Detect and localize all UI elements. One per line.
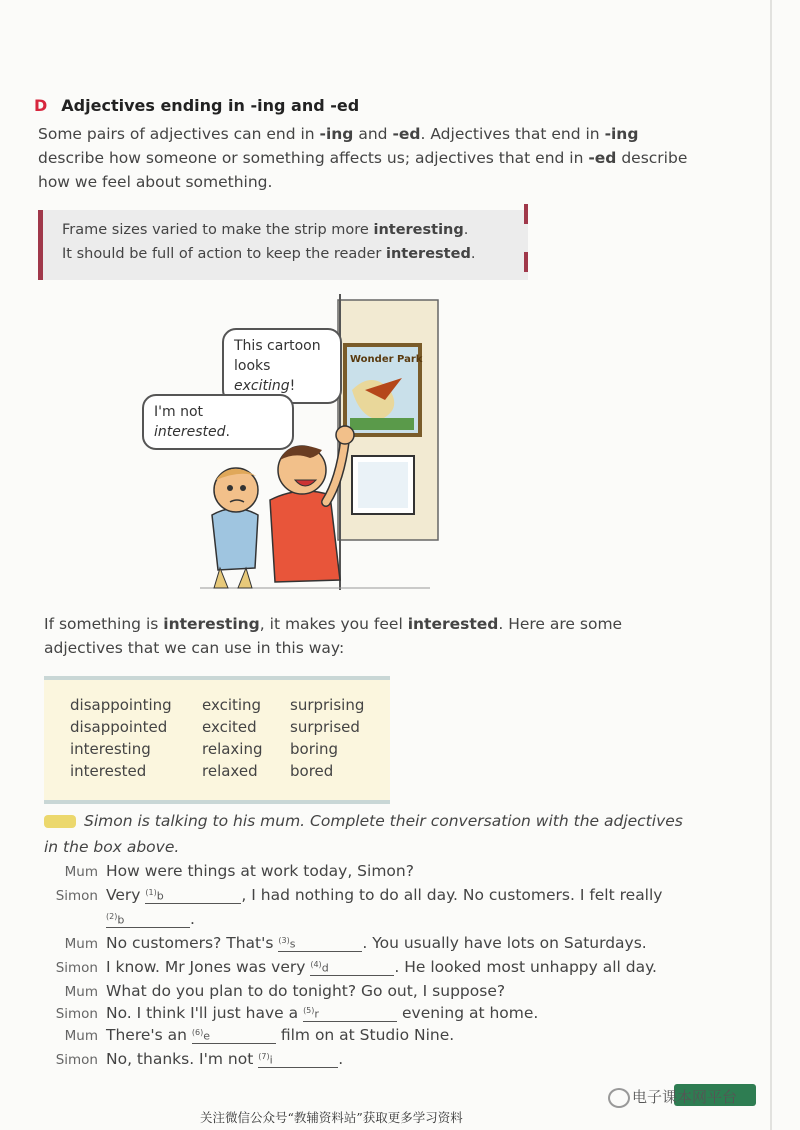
blank-first-letter: r — [314, 1008, 319, 1021]
dialogue-line — [44, 1050, 343, 1068]
footer-note: 关注微信公众号“教辅资料站”获取更多学习资料 — [200, 1110, 463, 1125]
dialogue-text-end: . — [190, 910, 195, 928]
dialogue-text-end: . You usually have lots on Saturdays. — [362, 934, 647, 952]
intro-text: describe how someone or something affects us; adjectives that end in — [38, 149, 589, 167]
bubble-1-end: ! — [289, 378, 296, 394]
dialogue-text-end: , I had nothing to do all day. No customers. I felt really — [241, 886, 663, 904]
adjective-item: bored — [290, 762, 334, 780]
adjective-item: relaxed — [202, 762, 258, 780]
explanation-text-3: . Here are some adjectives that we can use in this way: — [44, 615, 623, 657]
example-line-2-text: It should be full of action to keep the reader — [62, 246, 386, 262]
dialogue-speaker: Simon — [55, 960, 98, 976]
dialogue-speaker: Simon — [55, 888, 98, 904]
example-line-2-end: . — [470, 246, 476, 262]
blank-first-letter: s — [289, 938, 296, 951]
adjective-box — [44, 676, 390, 804]
intro-bold: -ing — [319, 125, 354, 143]
adjective-item: excited — [202, 718, 257, 736]
explanation-bold-2: interested — [407, 615, 499, 633]
blank-first-letter: d — [321, 962, 329, 975]
answer-blank[interactable] — [310, 960, 394, 976]
example-tick-bottom — [524, 252, 528, 272]
bubble-2-italic: interested — [154, 424, 226, 440]
adjective-column-2 — [202, 694, 263, 782]
dialogue-text: How were things at work today, Simon? — [106, 862, 414, 880]
adjective-item: disappointing — [70, 696, 172, 714]
blank-first-letter: b — [156, 890, 164, 903]
explanation-bold-1: interesting — [163, 615, 260, 633]
blank-number: (2) — [106, 912, 118, 922]
dialogue-speaker: Mum — [64, 1028, 98, 1044]
adjective-item: surprised — [290, 718, 360, 736]
answer-blank[interactable] — [192, 1028, 276, 1044]
example-line-1 — [62, 222, 468, 238]
dialogue-text: I know. Mr Jones was very — [106, 958, 311, 976]
adjective-column-3 — [290, 694, 364, 782]
intro-bold: -ing — [604, 125, 639, 143]
blank-first-letter: e — [203, 1030, 211, 1043]
example-accent-bar — [38, 210, 43, 280]
speech-bubble-interested — [142, 394, 294, 450]
blank-number: (7) — [258, 1052, 270, 1062]
dialogue-text-end: . He looked most unhappy all day. — [394, 958, 657, 976]
tall-person-hand — [336, 426, 354, 444]
adjective-item: interested — [70, 762, 147, 780]
cartoon-illustration — [140, 290, 440, 600]
watermark — [608, 1084, 778, 1108]
short-person-shirt — [212, 509, 258, 571]
intro-text: and — [353, 125, 393, 143]
bubble-2-end: . — [225, 424, 230, 440]
dialogue-text: There's an — [106, 1026, 192, 1044]
exercise-marker — [44, 815, 76, 828]
dialogue-text-end: evening at home. — [397, 1004, 539, 1022]
answer-blank[interactable] — [258, 1052, 338, 1068]
explanation-text-2: , it makes you feel — [259, 615, 408, 633]
blank-number: (3) — [278, 936, 290, 946]
poster-label: Wonder Park — [350, 354, 423, 365]
dialogue-text: No, thanks. I'm not — [106, 1050, 259, 1068]
dialogue-speaker: Mum — [64, 936, 98, 952]
exercise-instruction — [44, 808, 694, 860]
example-line-2-bold: interested — [386, 246, 471, 262]
bubble-1-line-1: This cartoon — [234, 338, 321, 354]
dialogue-line — [44, 982, 505, 1000]
dialogue-text: No. I think I'll just have a — [106, 1004, 304, 1022]
adjective-item: disappointed — [70, 718, 168, 736]
dialogue-speaker: Simon — [55, 1006, 98, 1022]
blank-number: (5) — [303, 1006, 315, 1016]
watermark-text: 电子课本网平台 — [632, 1088, 738, 1106]
intro-bold: -ed — [392, 125, 421, 143]
short-person-eye-r — [240, 485, 246, 491]
dialogue-text-end: film on at Studio Nine. — [275, 1026, 455, 1044]
dialogue-text-end: . — [338, 1050, 344, 1068]
example-box — [38, 210, 528, 280]
blank-first-letter: i — [269, 1054, 273, 1067]
intro-text: Some pairs of adjectives can end in — [38, 125, 320, 143]
adjective-item: boring — [290, 740, 339, 758]
blank-number: (1) — [145, 888, 157, 898]
section-letter: D — [34, 96, 48, 115]
answer-blank[interactable] — [303, 1006, 397, 1022]
bubble-2-text: I'm not — [154, 404, 203, 420]
explanation-paragraph — [44, 612, 684, 660]
dialogue-text: What do you plan to do tonight? Go out, I suppose? — [106, 982, 506, 1000]
section-heading — [34, 96, 359, 115]
bubble-1-line-2: looks — [234, 358, 271, 374]
dialogue-line — [44, 1004, 538, 1022]
answer-blank[interactable] — [106, 912, 190, 928]
answer-blank[interactable] — [278, 936, 362, 952]
intro-paragraph — [38, 122, 698, 194]
intro-text: describe how we feel about something. — [38, 149, 688, 191]
short-person-legs — [214, 568, 252, 588]
dialogue-text: No customers? That's — [106, 934, 279, 952]
example-line-2 — [62, 246, 475, 262]
dialogue-line — [106, 910, 195, 928]
blank-number: (6) — [191, 1028, 204, 1038]
bubble-1-italic: exciting — [234, 378, 290, 394]
intro-bold: -ed — [588, 149, 617, 167]
adjective-item: relaxing — [202, 740, 263, 758]
example-tick-top — [524, 204, 528, 224]
dialogue-speaker: Simon — [55, 1052, 98, 1068]
blank-first-letter: b — [117, 914, 125, 927]
short-person-eye-l — [227, 485, 233, 491]
example-line-1-end: . — [463, 222, 469, 238]
blank-number: (4) — [310, 960, 322, 970]
dialogue-speaker: Mum — [64, 864, 98, 880]
page-edge — [770, 0, 772, 1130]
wechat-icon — [608, 1088, 630, 1108]
example-line-1-bold: interesting — [373, 222, 464, 238]
dialogue-line — [44, 958, 657, 976]
dialogue-line — [44, 934, 647, 952]
explanation-text-1: If something is — [44, 615, 164, 633]
poster-grass — [350, 418, 414, 430]
adjective-item: exciting — [202, 696, 262, 714]
dialogue-text: Very — [106, 886, 146, 904]
intro-text: . Adjectives that end in — [420, 125, 605, 143]
speech-bubble-exciting — [222, 328, 342, 404]
exercise-instruction-text: Simon is talking to his mum. Complete their conversation with the adjectives in the box above. — [44, 812, 683, 856]
dialogue-line — [44, 886, 662, 904]
section-title: Adjectives ending in -ing and -ed — [61, 96, 360, 115]
dialogue-speaker: Mum — [64, 984, 98, 1000]
answer-blank[interactable] — [145, 888, 241, 904]
example-line-1-text: Frame sizes varied to make the strip more — [62, 222, 374, 238]
cabinet-screen — [358, 462, 408, 508]
adjective-item: interesting — [70, 740, 151, 758]
adjective-column-1 — [70, 694, 172, 782]
dialogue-line — [44, 1026, 454, 1044]
dialogue-line — [44, 862, 414, 880]
adjective-item: surprising — [290, 696, 365, 714]
